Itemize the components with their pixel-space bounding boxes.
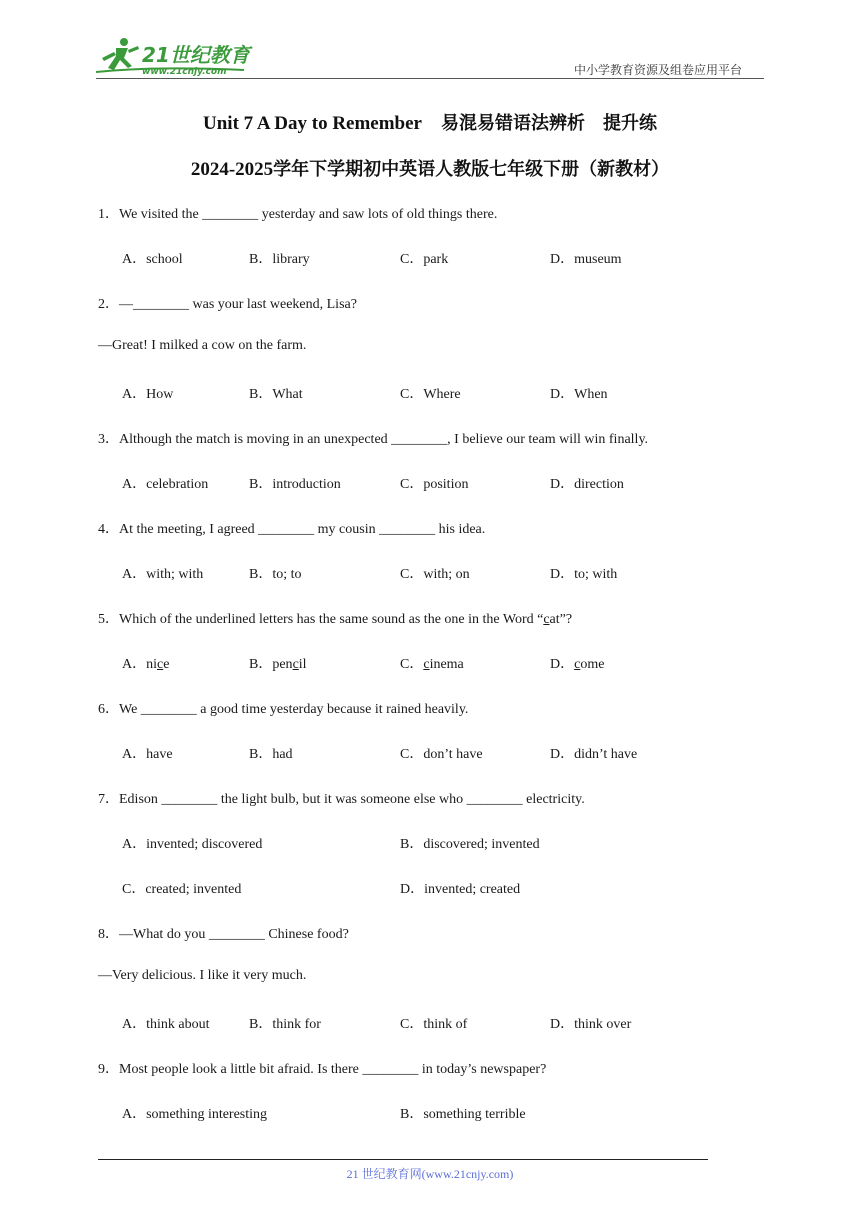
q5-option-c[interactable] — [400, 653, 464, 673]
q3-option-d[interactable]: D．direction — [550, 477, 624, 492]
q4-option-b[interactable]: B．to; to — [249, 567, 302, 582]
question-9-stem: 9．Most people look a little bit afraid. Is there ________ in today’s newspaper? — [98, 1062, 547, 1077]
q4-option-a[interactable]: A．with; with — [122, 567, 204, 582]
q5-c-underlined: c — [423, 657, 430, 672]
q7-option-d[interactable]: D．invented; created — [400, 882, 521, 897]
q2-option-a[interactable]: A．How — [122, 387, 174, 402]
q5-stem-underlined: c — [543, 612, 550, 627]
q2-option-d[interactable]: D．When — [550, 387, 608, 402]
q5-a-post: e — [163, 657, 170, 672]
question-6-stem: 6．We ________ a good time yesterday because it rained heavily. — [98, 702, 469, 717]
question-5-stem — [98, 608, 572, 628]
page-title — [0, 109, 860, 135]
q6-option-c[interactable]: C．don’t have — [400, 747, 483, 762]
q5-d-pre: D． — [550, 657, 575, 672]
q6-option-d[interactable]: D．didn’t have — [550, 747, 638, 762]
header-divider — [96, 78, 764, 79]
q6-option-b[interactable]: B．had — [249, 747, 293, 762]
page-subtitle — [0, 155, 860, 181]
q5-d-post: ome — [580, 657, 605, 672]
q3-option-c[interactable]: C．position — [400, 477, 469, 492]
q4-option-d[interactable]: D．to; with — [550, 567, 618, 582]
question-1-stem: 1．We visited the ________ yesterday and saw lots of old things there. — [98, 207, 498, 222]
q5-option-d[interactable] — [550, 653, 604, 673]
q5-c-pre: C． — [400, 657, 424, 672]
question-4-stem: 4．At the meeting, I agreed ________ my cousin ________ his idea. — [98, 522, 486, 537]
question-8-reply: —Very delicious. I like it very much. — [98, 968, 307, 983]
question-3-stem: 3．Although the match is moving in an unexpected ________, I believe our team will win finally. — [98, 432, 649, 447]
q5-d-underlined: c — [574, 657, 581, 672]
q5-option-a[interactable] — [122, 653, 169, 673]
q5-b-underlined: c — [292, 657, 299, 672]
svg-text:www.21cnjy.com: www.21cnjy.com — [142, 67, 227, 77]
title-chinese: 易混易错语法辨析 提升练 — [441, 113, 657, 134]
q8-option-a[interactable]: A．think about — [122, 1017, 210, 1032]
header-tagline: 中小学教育资源及组卷应用平台 — [574, 63, 743, 77]
q8-option-b[interactable]: B．think for — [249, 1017, 321, 1032]
q9-option-a[interactable]: A．something interesting — [122, 1107, 268, 1122]
q5-b-post: il — [298, 657, 307, 672]
q6-option-a[interactable]: A．have — [122, 747, 173, 762]
q1-option-c[interactable]: C．park — [400, 252, 449, 267]
site-logo — [94, 36, 264, 78]
q5-a-underlined: c — [157, 657, 164, 672]
q8-option-c[interactable]: C．think of — [400, 1017, 468, 1032]
q5-stem-pre: 5．Which of the underlined letters has the same sound as the one in the Word “ — [98, 612, 544, 627]
q4-option-c[interactable]: C．with; on — [400, 567, 470, 582]
q1-option-b[interactable]: B．library — [249, 252, 310, 267]
q7-option-b[interactable]: B．discovered; invented — [400, 837, 540, 852]
q5-a-pre: A．ni — [122, 657, 157, 672]
q3-option-b[interactable]: B．introduction — [249, 477, 341, 492]
runner-logo-icon — [94, 36, 264, 78]
subtitle-year: 2024-2025 — [190, 159, 274, 180]
q3-option-a[interactable]: A．celebration — [122, 477, 209, 492]
q2-option-c[interactable]: C．Where — [400, 387, 461, 402]
q1-option-d[interactable]: D．museum — [550, 252, 622, 267]
q8-option-d[interactable]: D．think over — [550, 1017, 632, 1032]
q9-option-b[interactable]: B．something terrible — [400, 1107, 526, 1122]
q5-stem-post: at”? — [549, 612, 573, 627]
q5-c-post: inema — [429, 657, 464, 672]
q5-option-b[interactable] — [249, 653, 307, 673]
title-english: Unit 7 A Day to Remember — [203, 113, 422, 134]
q7-option-c[interactable]: C．created; invented — [122, 882, 242, 897]
subtitle-chinese: 学年下学期初中英语人教版七年级下册（新教材） — [273, 159, 670, 180]
q1-option-a[interactable]: A．school — [122, 252, 183, 267]
svg-text:21世纪教育: 21世纪教育 — [142, 43, 250, 67]
footer-link[interactable]: 21 世纪教育网(www.21cnjy.com) — [346, 1167, 514, 1181]
question-8-stem: 8．—What do you ________ Chinese food? — [98, 927, 349, 942]
question-7-stem: 7．Edison ________ the light bulb, but it was someone else who ________ electricity. — [98, 792, 585, 807]
q5-b-pre: B．pen — [249, 657, 293, 672]
q2-option-b[interactable]: B．What — [249, 387, 303, 402]
question-2-reply: —Great! I milked a cow on the farm. — [98, 338, 307, 353]
q7-option-a[interactable]: A．invented; discovered — [122, 837, 263, 852]
footer-divider — [98, 1159, 708, 1160]
question-2-stem: 2．—________ was your last weekend, Lisa? — [98, 297, 357, 312]
